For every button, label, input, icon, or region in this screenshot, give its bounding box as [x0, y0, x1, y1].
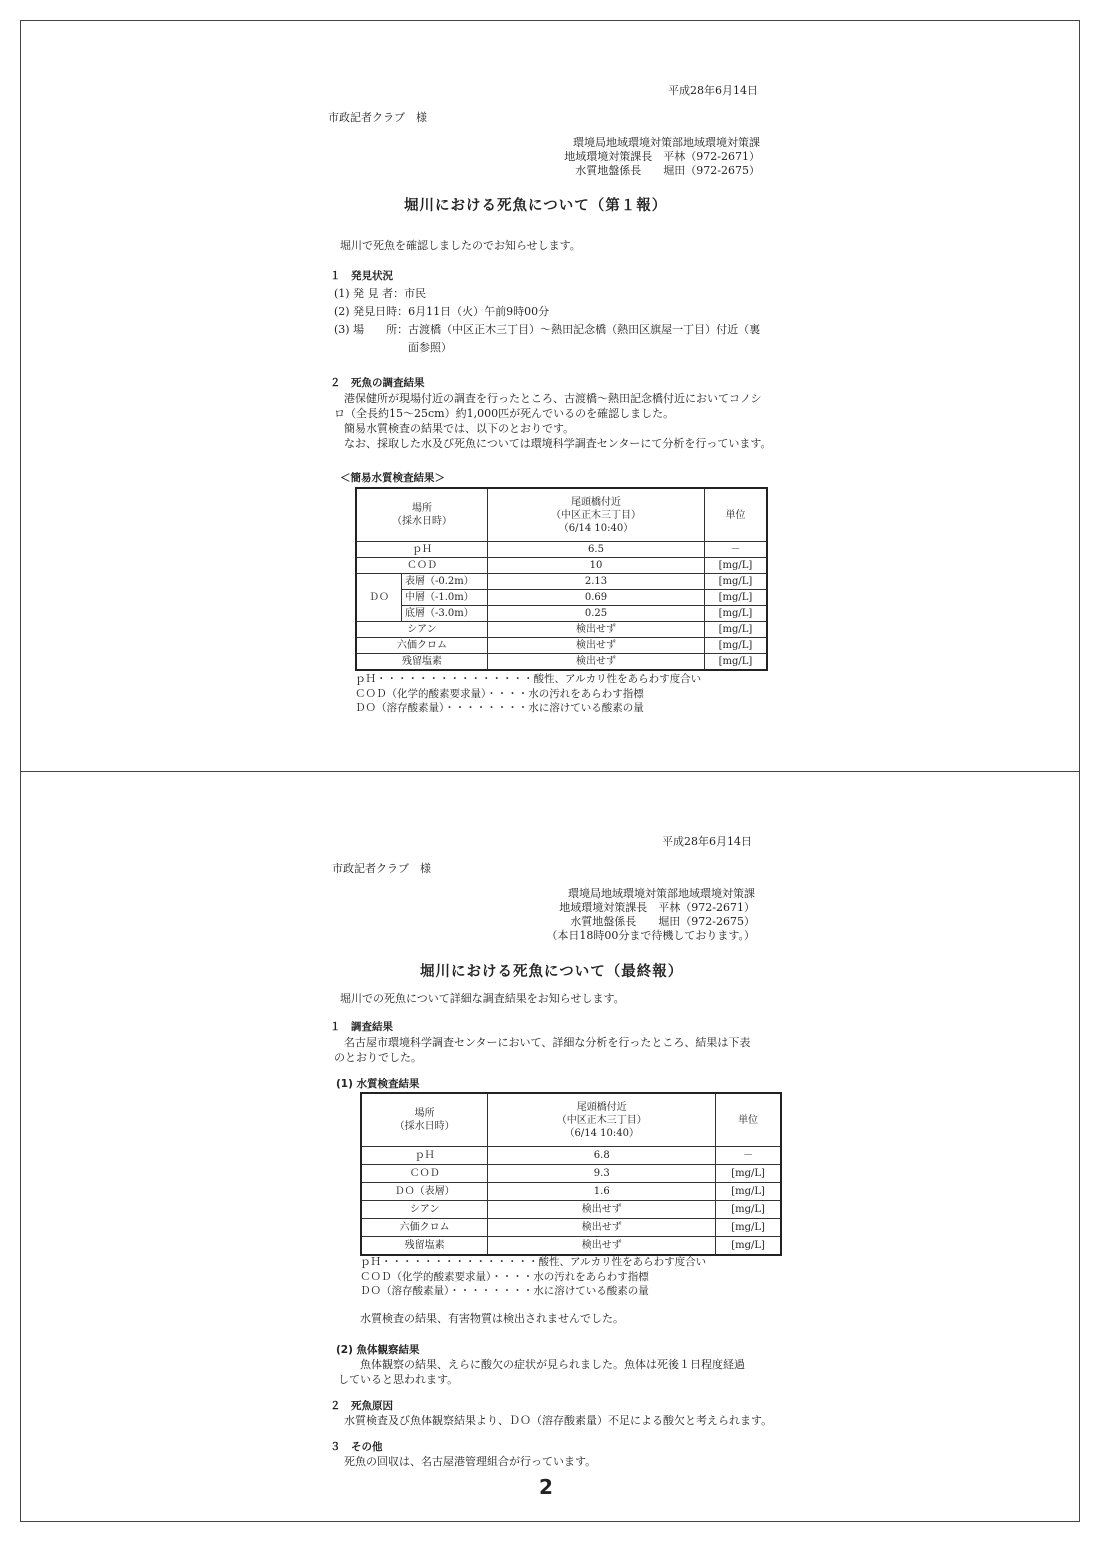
p2-sub2-title: (2) 魚体観察結果 — [336, 1344, 420, 1356]
row-unit: [mg/L] — [705, 654, 768, 671]
p2-header-site — [488, 1093, 716, 1147]
p2-section2-para: 水質検査及び魚体観察結果より、ＤＯ（溶存酸素量）不足による酸欠と考えられます。 — [344, 1414, 773, 1427]
row-value: 9.3 — [488, 1165, 716, 1183]
p2-sender — [546, 887, 755, 943]
note-line: ＤＯ（溶存酸素量）・・・・・・・・水に溶けている酸素の量 — [355, 702, 644, 714]
p2-section1-para — [334, 1035, 750, 1065]
row-unit: [mg/L] — [716, 1165, 781, 1183]
p1-sender-line: 水質地盤係長 堀田（972-2675） — [575, 164, 760, 177]
table-row — [356, 622, 767, 638]
p1-item: (2) 発見日時：6月11日（火）午前9時00分 — [334, 305, 550, 318]
p1-h-site: 尾頭橋付近 — [571, 496, 621, 508]
table-row — [361, 1165, 781, 1183]
row-unit: [mg/L] — [716, 1183, 781, 1201]
p2-sender-line: 環境局地域環境対策部地域環境対策課 — [568, 887, 755, 900]
page-divider — [21, 771, 1079, 772]
p2-para-line: 魚体観察の結果、えらに酸欠の症状が見られました。魚体は死後１日程度経過 — [360, 1358, 745, 1371]
row-unit: [mg/L] — [716, 1219, 781, 1237]
p2-sender-line: 地域環境対策課長 平林（972-2671） — [559, 901, 755, 914]
p1-section2-para — [334, 391, 771, 451]
do-label: ＤＯ — [356, 574, 402, 622]
p1-item: (1) 発 見 者：市民 — [334, 287, 427, 300]
p1-header-unit: 単位 — [705, 488, 768, 542]
row-value: 検出せず — [488, 622, 705, 638]
row-label: ＣＯＤ — [356, 558, 488, 574]
p2-sub1-title: (1) 水質検査結果 — [336, 1078, 420, 1090]
p1-notes — [355, 672, 701, 716]
table-row — [356, 654, 767, 671]
row-unit: [mg/L] — [705, 574, 768, 590]
p2-h-place: 場所 — [414, 1108, 435, 1119]
row-unit: [mg/L] — [716, 1201, 781, 1219]
row-unit: [mg/L] — [705, 590, 768, 606]
row-value: 6.5 — [488, 542, 705, 558]
row-label: 六価クロム — [361, 1219, 488, 1237]
table-row — [361, 1219, 781, 1237]
p2-result-note: 水質検査の結果、有害物質は検出されませんでした。 — [360, 1312, 624, 1325]
p2-section1-title: １ 調査結果 — [330, 1021, 393, 1033]
p1-h-site2: （中区正木三丁目） — [551, 509, 641, 521]
note-line: ＣＯＤ（化学的酸素要求量）・・・・水の汚れをあらわす指標 — [355, 687, 644, 700]
p1-section2-title: ２ 死魚の調査結果 — [330, 377, 425, 389]
row-value: 検出せず — [488, 1237, 716, 1255]
p1-date: 平成28年6月14日 — [668, 84, 758, 97]
row-value: 0.25 — [488, 606, 705, 622]
p1-h-date: （採水日時） — [392, 516, 452, 527]
row-label: ＤＯ（表層） — [361, 1183, 488, 1201]
p1-para-line: 港保健所が現場付近の調査を行ったところ、古渡橋～熱田記念橋付近においてコノシ — [344, 392, 762, 405]
p1-water-quality-table — [355, 487, 768, 671]
p1-item: 面参照） — [408, 341, 452, 354]
p2-section2-title: ２ 死魚原因 — [330, 1400, 393, 1412]
p1-addressee: 市政記者クラブ 様 — [328, 111, 427, 124]
row-unit: － — [716, 1147, 781, 1165]
p2-para-line: のとおりでした。 — [334, 1051, 422, 1064]
table-row — [361, 1183, 781, 1201]
row-unit: [mg/L] — [705, 622, 768, 638]
note-line: ｐＨ・・・・・・・・・・・・・・・酸性、アルカリ性をあらわす度合い — [360, 1256, 707, 1268]
p1-para-line: ロ（全長約15～25cm）約1,000匹が死んでいるのを確認しました。 — [334, 407, 675, 420]
p2-h-site2: （中区正木三丁目） — [556, 1114, 647, 1126]
table-row — [356, 606, 767, 622]
row-label: ｐＨ — [361, 1147, 488, 1165]
p2-notes — [360, 1255, 706, 1299]
p2-h-date: （採水日時） — [394, 1121, 455, 1132]
table-row — [356, 590, 767, 606]
row-unit: － — [705, 542, 768, 558]
p1-sender-line: 地域環境対策課長 平林（972-2671） — [564, 150, 760, 163]
table-row — [356, 638, 767, 654]
p1-h-time: （6/14 10:40） — [558, 522, 634, 534]
p1-section1-title: １ 発見状況 — [330, 270, 393, 282]
p1-intro: 堀川で死魚を確認しましたのでお知らせします。 — [340, 239, 581, 252]
page-number: 2 — [539, 1475, 553, 1499]
row-value: 検出せず — [488, 1219, 716, 1237]
p2-addressee: 市政記者クラブ 様 — [332, 862, 431, 875]
row-label: 表層（-0.2m） — [402, 574, 488, 590]
p2-sender-line: （本日18時00分まで待機しております。） — [546, 929, 755, 942]
p2-date: 平成28年6月14日 — [662, 835, 752, 848]
table-row — [356, 574, 767, 590]
p2-intro: 堀川での死魚について詳細な調査結果をお知らせします。 — [340, 992, 625, 1005]
p2-para-line: 名古屋市環境科学調査センターにおいて、詳細な分析を行ったところ、結果は下表 — [344, 1036, 751, 1049]
row-label: ＣＯＤ — [361, 1165, 488, 1183]
row-label: 底層（-3.0m） — [402, 606, 488, 622]
p2-sub2-para — [336, 1357, 745, 1387]
p1-header-place — [356, 488, 488, 542]
p1-h-place: 場所 — [412, 503, 432, 514]
p2-header-place — [361, 1093, 488, 1147]
row-value: 2.13 — [488, 574, 705, 590]
note-line: ＣＯＤ（化学的酸素要求量）・・・・水の汚れをあらわす指標 — [360, 1270, 649, 1283]
table-row — [361, 1201, 781, 1219]
p2-title: 堀川における死魚について（最終報） — [420, 964, 684, 980]
row-label: シアン — [361, 1201, 488, 1219]
row-unit: [mg/L] — [705, 606, 768, 622]
row-label: シアン — [356, 622, 488, 638]
row-label: 六価クロム — [356, 638, 488, 654]
row-value: 6.8 — [488, 1147, 716, 1165]
row-value: 検出せず — [488, 638, 705, 654]
row-value: 検出せず — [488, 654, 705, 671]
table-row — [356, 558, 767, 574]
p2-h-site: 尾頭橋付近 — [576, 1101, 627, 1113]
row-value: 0.69 — [488, 590, 705, 606]
p1-para-line: なお、採取した水及び死魚については環境科学調査センターにて分析を行っています。 — [344, 437, 772, 450]
row-label: 中層（-1.0m） — [402, 590, 488, 606]
p1-para-line: 簡易水質検査の結果では、以下のとおりです。 — [344, 422, 575, 435]
row-unit: [mg/L] — [716, 1237, 781, 1255]
note-line: ｐＨ・・・・・・・・・・・・・・・酸性、アルカリ性をあらわす度合い — [355, 673, 702, 685]
row-label: ｐＨ — [356, 542, 488, 558]
p1-section1-items — [334, 286, 760, 355]
p1-header-site — [488, 488, 705, 542]
row-label: 残留塩素 — [361, 1237, 488, 1255]
p2-para-line: していると思われます。 — [338, 1373, 459, 1386]
table-row — [361, 1237, 781, 1255]
p2-section3-title: ３ その他 — [330, 1441, 383, 1453]
note-line: ＤＯ（溶存酸素量）・・・・・・・・水に溶けている酸素の量 — [360, 1285, 649, 1297]
p2-section3-para: 死魚の回収は、名古屋港管理組合が行っています。 — [344, 1455, 597, 1468]
row-value: 10 — [488, 558, 705, 574]
p1-title: 堀川における死魚について（第１報） — [404, 198, 668, 214]
row-label: 残留塩素 — [356, 654, 488, 671]
p2-h-time: （6/14 10:40） — [564, 1127, 639, 1139]
p2-header-unit: 単位 — [716, 1093, 781, 1147]
table-row — [356, 542, 767, 558]
p1-sender — [564, 136, 760, 178]
row-value: 1.6 — [488, 1183, 716, 1201]
p1-sender-line: 環境局地域環境対策部地域環境対策課 — [573, 136, 760, 149]
row-unit: [mg/L] — [705, 558, 768, 574]
row-unit: [mg/L] — [705, 638, 768, 654]
p1-item: (3) 場 所：古渡橋（中区正木三丁目）～熱田記念橋（熱田区旗屋一丁目）付近（裏 — [334, 323, 761, 336]
table-row — [361, 1147, 781, 1165]
row-value: 検出せず — [488, 1201, 716, 1219]
p2-water-quality-table — [360, 1092, 782, 1256]
p2-sender-line: 水質地盤係長 堀田（972-2675） — [570, 915, 755, 928]
p1-table-title: ＜簡易水質検査結果＞ — [340, 472, 445, 484]
